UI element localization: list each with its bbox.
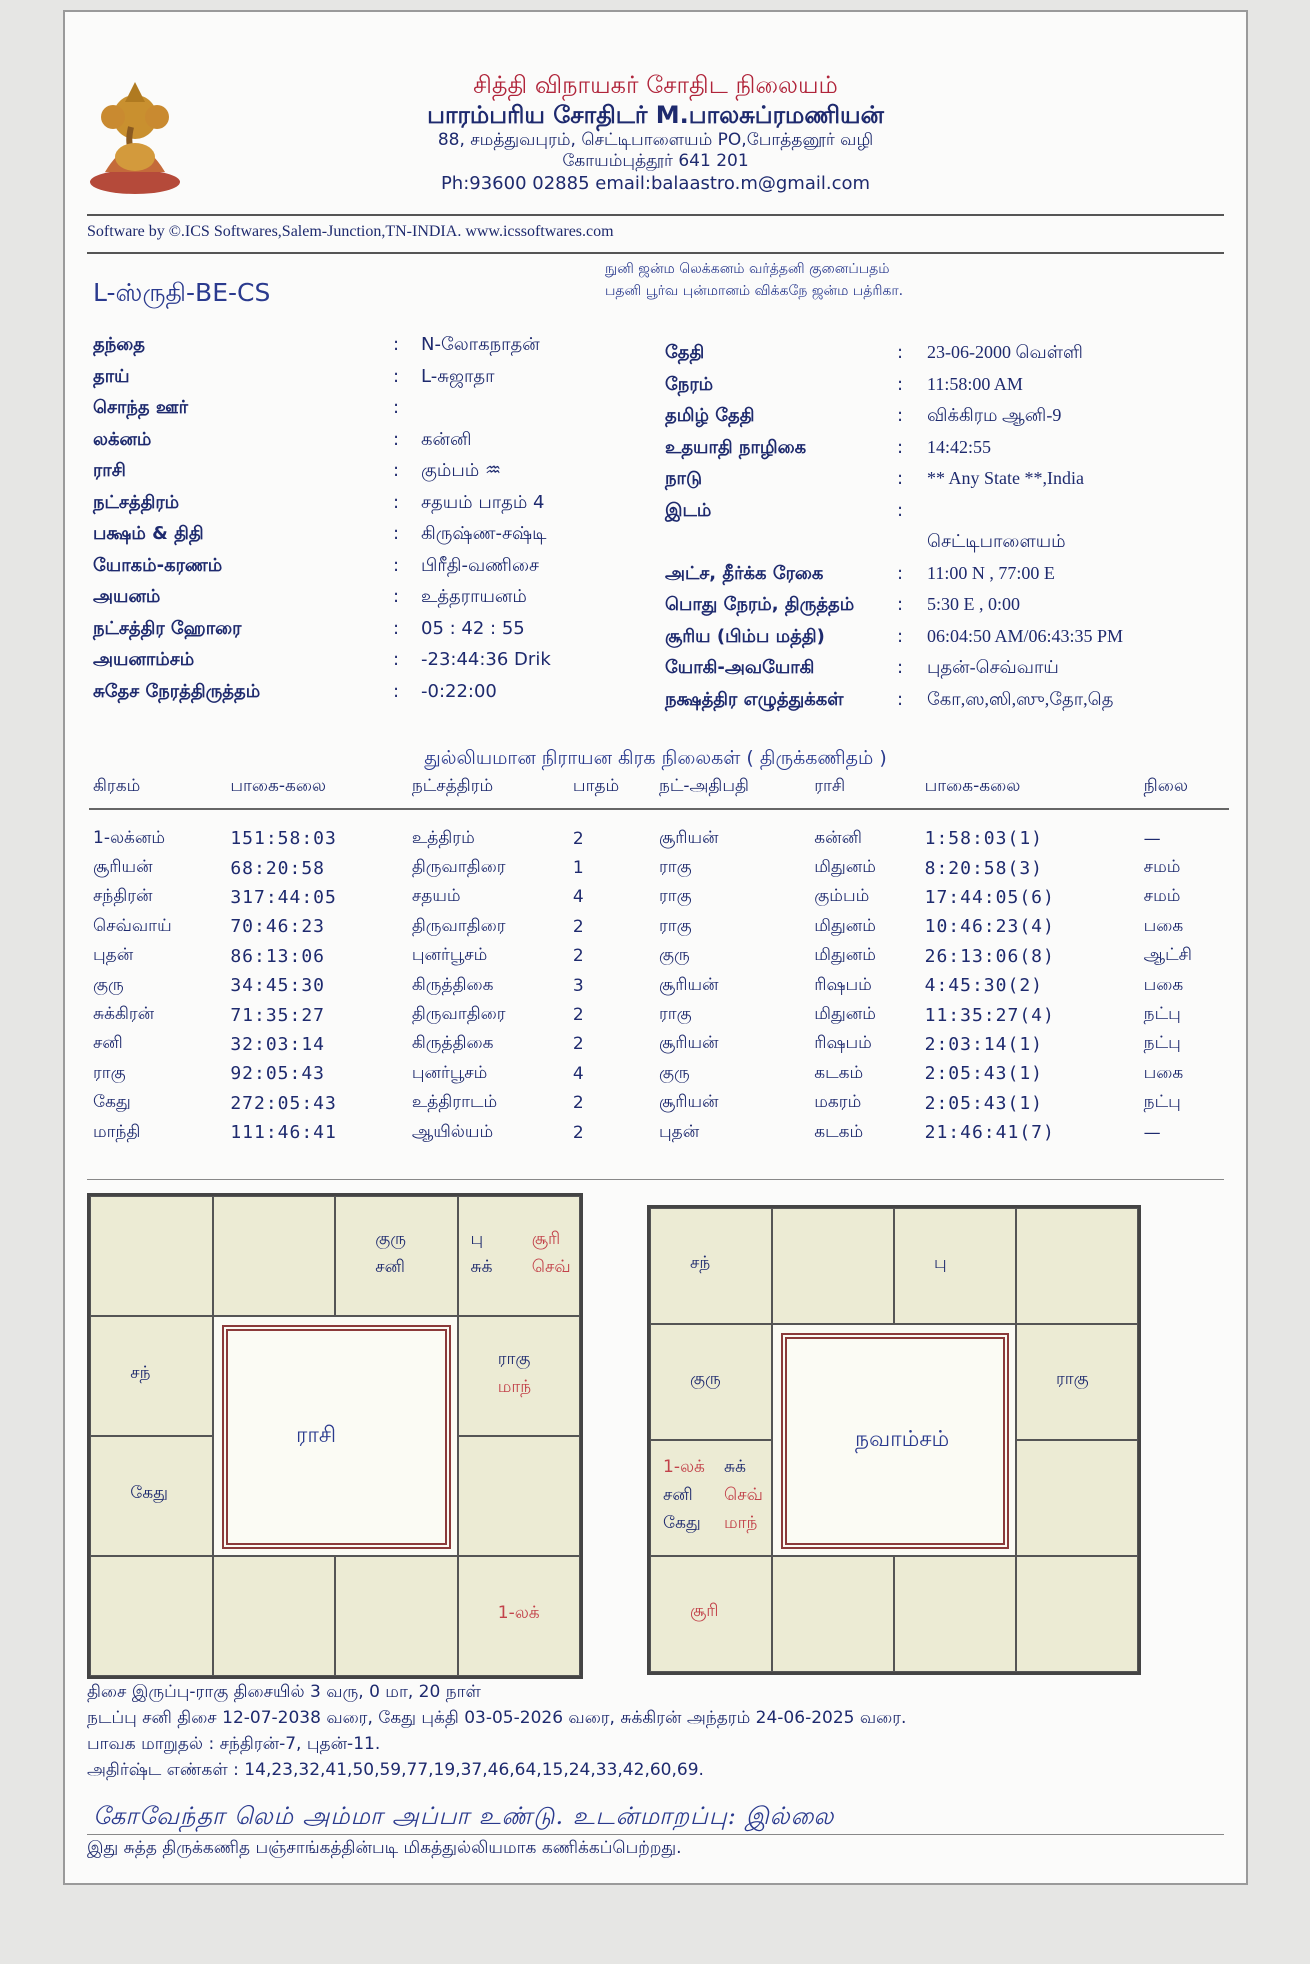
column-header: நட்-அதிபதி	[655, 770, 810, 809]
planet-table-title: துல்லியமான நிராயன கிரக நிலைகள் ( திருக்கணிதம் )	[424, 747, 887, 769]
table-cell: 21:46:41(7)	[924, 1122, 1055, 1144]
planet-label: குரு	[375, 1229, 407, 1249]
info-label: சொந்த ஊர்	[93, 397, 188, 418]
chart-house	[90, 1556, 213, 1676]
info-label: நேரம்	[665, 373, 714, 395]
info-row	[665, 342, 1245, 374]
table-cell: 2	[572, 1122, 584, 1143]
planet-label: குரு	[690, 1369, 721, 1389]
table-cell: 71:35:27	[230, 1004, 326, 1026]
planet-label: சுக்	[724, 1457, 746, 1477]
info-row	[93, 523, 563, 555]
table-cell: 2	[572, 916, 584, 937]
table-cell: 2:05:43(1)	[924, 1063, 1043, 1085]
planet-label: சந்	[690, 1253, 711, 1273]
table-cell: —	[1143, 828, 1161, 849]
column-header: கிரகம்	[89, 770, 226, 809]
table-row	[89, 971, 1229, 1000]
table-cell: திருவாதிரை	[411, 915, 506, 936]
info-colon: :	[393, 554, 400, 576]
info-label: நட்சத்திர ஹோரை	[93, 617, 242, 639]
info-colon: :	[897, 468, 904, 489]
planet-label: செவ்	[531, 1257, 571, 1277]
table-cell: சந்திரன்	[93, 886, 153, 907]
table-cell: மிதுனம்	[814, 945, 876, 966]
info-value: 06:04:50 AM/06:43:35 PM	[927, 625, 1124, 646]
info-label: ராசி	[93, 460, 126, 481]
table-cell: ஆயில்யம்	[411, 1121, 494, 1142]
table-cell: 2	[572, 1005, 584, 1026]
info-value: ** Any State **,India	[927, 468, 1084, 488]
table-cell: ஆட்சி	[1143, 945, 1192, 966]
table-cell: கடகம்	[814, 1121, 864, 1142]
chart-house	[458, 1196, 581, 1316]
table-cell: 26:13:06(8)	[924, 945, 1055, 967]
info-value: புதன்-செவ்வாய்	[927, 657, 1059, 677]
table-cell: மிதுனம்	[814, 1004, 876, 1025]
chart-center-label: நவாம்சம்	[855, 1427, 950, 1452]
chart-house	[1016, 1440, 1138, 1556]
info-value: 23-06-2000 வெள்ளி	[927, 342, 1083, 362]
table-cell: சூரியன்	[658, 974, 719, 995]
table-cell: 68:20:58	[230, 857, 326, 879]
table-cell: உத்திராடம்	[411, 1092, 498, 1113]
birth-details-right	[665, 342, 1245, 722]
info-colon: :	[393, 365, 400, 387]
info-colon: :	[897, 373, 904, 395]
info-value: விக்கிரம ஆனி-9	[927, 405, 1062, 425]
planet-label: சூரி	[690, 1601, 719, 1621]
bhava-change: பாவக மாறுதல் : சந்திரன்-7, புதன்-11.	[87, 1734, 381, 1754]
chart-center	[213, 1316, 458, 1556]
planet-label: சனி	[375, 1257, 405, 1277]
chart-house	[1016, 1324, 1138, 1440]
info-row	[665, 437, 1245, 469]
table-cell: திருவாதிரை	[411, 857, 506, 878]
chart-house	[335, 1556, 458, 1676]
table-cell: —	[1143, 1122, 1161, 1143]
table-cell: சமம்	[1143, 857, 1181, 878]
table-cell: நட்பு	[1143, 1033, 1181, 1054]
chart-house	[90, 1196, 213, 1316]
info-colon: :	[897, 405, 904, 426]
table-cell: 317:44:05	[230, 886, 337, 908]
info-row	[93, 460, 563, 492]
info-value: கும்பம் ♒	[421, 460, 502, 481]
info-value: கோ,ஸ,ஸி,ஸு,தோ,தெ	[927, 688, 1114, 709]
chart-house	[90, 1436, 213, 1556]
chart-house	[650, 1440, 772, 1556]
info-row	[93, 681, 563, 713]
info-colon: :	[897, 688, 904, 710]
planet-label: சுக்	[470, 1257, 493, 1277]
planet-label: பு	[470, 1229, 484, 1249]
divider	[87, 1179, 1224, 1180]
info-colon: :	[393, 334, 400, 355]
table-cell: ரிஷபம்	[814, 1033, 872, 1054]
table-cell: ராகு	[658, 857, 692, 878]
table-cell: கும்பம்	[814, 886, 870, 907]
info-value: கன்னி	[421, 428, 472, 450]
planet-label: மாந்	[497, 1377, 532, 1397]
info-label: உதயாதி நாழிகை	[665, 436, 807, 458]
table-cell: 2	[572, 946, 584, 967]
handwritten-note: கோவேந்தா லெம் அம்மா அப்பா உண்டு. உடன்மாறப்பு: இல்லை	[93, 1802, 835, 1830]
table-cell: 4	[572, 1063, 584, 1084]
table-cell: 4:45:30(2)	[924, 975, 1043, 997]
table-cell: திருவாதிரை	[411, 1004, 506, 1025]
rasi-chart	[87, 1193, 583, 1679]
table-cell: பகை	[1143, 1062, 1184, 1083]
table-cell: 86:13:06	[230, 945, 326, 967]
table-row	[89, 883, 1229, 912]
info-row	[665, 531, 1245, 563]
table-cell: 111:46:41	[230, 1122, 337, 1144]
planet-label: செவ்	[724, 1485, 763, 1505]
column-header: நட்சத்திரம்	[408, 770, 569, 809]
info-row	[665, 500, 1245, 532]
chart-house	[894, 1208, 1016, 1324]
chart-house	[1016, 1208, 1138, 1324]
info-colon: :	[393, 586, 400, 607]
table-cell: சதயம்	[411, 886, 461, 907]
chart-house	[772, 1556, 894, 1672]
table-cell: மகரம்	[814, 1092, 862, 1113]
planet-label: சந்	[130, 1363, 151, 1383]
info-value: -0:22:00	[421, 680, 497, 702]
table-cell: கன்னி	[814, 827, 862, 848]
column-header: பாகை-கலை	[921, 770, 1140, 809]
table-cell: நட்பு	[1143, 1004, 1181, 1025]
table-cell: 1	[572, 858, 584, 879]
info-row	[665, 594, 1245, 626]
table-cell: பகை	[1143, 915, 1184, 936]
table-cell: ரிஷபம்	[814, 974, 872, 995]
chart-house	[772, 1208, 894, 1324]
table-row	[89, 1118, 1229, 1147]
info-colon: :	[897, 657, 904, 678]
table-cell: பகை	[1143, 974, 1184, 995]
info-value: 05 : 42 : 55	[421, 617, 525, 639]
info-value: கிருஷ்ண-சஷ்டி	[421, 523, 547, 544]
column-header: நிலை	[1140, 770, 1229, 809]
table-cell: சுக்கிரன்	[93, 1004, 155, 1025]
info-label: இடம்	[665, 499, 712, 521]
info-label: பொது நேரம், திருத்தம்	[665, 594, 855, 615]
table-cell: 2	[572, 828, 584, 849]
table-cell: 272:05:43	[230, 1092, 337, 1114]
table-cell: சூரியன்	[93, 857, 153, 878]
table-cell: கிருத்திகை	[411, 974, 494, 995]
info-value: 5:30 E , 0:00	[927, 594, 1020, 614]
planet-label: ராகு	[497, 1349, 531, 1369]
info-row	[93, 366, 563, 398]
table-cell: கிருத்திகை	[411, 1033, 494, 1054]
info-label: தமிழ் தேதி	[665, 405, 755, 426]
chart-center-label: ராசி	[296, 1423, 337, 1448]
info-label: தாய்	[93, 365, 130, 387]
chart-house	[335, 1196, 458, 1316]
info-row	[93, 618, 563, 650]
table-cell: சூரியன்	[658, 1092, 719, 1113]
info-colon: :	[393, 491, 400, 513]
table-cell: 2:05:43(1)	[924, 1092, 1043, 1114]
table-cell: 4	[572, 887, 584, 908]
info-value: சதயம் பாதம் 4	[421, 491, 545, 513]
table-cell: 92:05:43	[230, 1063, 326, 1085]
table-cell: மிதுனம்	[814, 915, 876, 936]
info-label: லக்னம்	[93, 428, 152, 450]
table-row	[89, 1000, 1229, 1029]
table-cell: நட்பு	[1143, 1092, 1181, 1113]
info-colon: :	[393, 397, 400, 418]
table-cell: 11:35:27(4)	[924, 1004, 1055, 1026]
table-row	[89, 1059, 1229, 1088]
table-cell: 34:45:30	[230, 975, 326, 997]
table-cell: 3	[572, 975, 584, 996]
info-row	[665, 563, 1245, 595]
info-row	[665, 626, 1245, 658]
note-line1: நுனி ஜன்ம லெக்கனம் வர்த்தனி குனைப்பதம்	[605, 261, 890, 277]
table-row	[89, 1089, 1229, 1118]
table-cell: சனி	[93, 1033, 123, 1054]
report-title: L-ஸ்ருதி-BE-CS	[93, 278, 271, 307]
divider	[87, 252, 1224, 254]
table-cell: கேது	[93, 1092, 131, 1113]
info-value: 14:42:55	[927, 436, 992, 457]
table-row	[89, 809, 1229, 853]
info-colon: :	[393, 617, 400, 639]
table-cell: ராகு	[658, 1004, 692, 1025]
table-cell: 1-லக்னம்	[93, 827, 166, 848]
table-cell: 1:58:03(1)	[924, 828, 1043, 850]
info-colon: :	[897, 594, 904, 615]
planet-label: கேது	[130, 1483, 168, 1503]
accuracy-note: இது சுத்த திருக்கணித பஞ்சாங்கத்தின்படி மிகத்துல்லியமாக கணிக்கப்பெற்றது.	[87, 1838, 682, 1858]
info-row	[665, 689, 1245, 721]
chart-house	[213, 1196, 336, 1316]
header-line4: கோயம்புத்தூர் 641 201	[562, 151, 749, 172]
table-cell: புனர்பூசம்	[411, 945, 488, 966]
sanskrit-note	[605, 258, 903, 303]
info-label: நக்ஷத்திர எழுத்துக்கள்	[665, 688, 844, 710]
info-colon: :	[897, 625, 904, 647]
table-row	[89, 853, 1229, 882]
chart-house	[458, 1556, 581, 1676]
table-cell: குரு	[658, 1062, 690, 1083]
planet-label: சனி	[663, 1485, 693, 1505]
info-colon: :	[393, 460, 400, 481]
software-credit: Software by ©.ICS Softwares,Salem-Junction,TN-INDIA. www.icssoftwares.com	[87, 223, 614, 240]
chart-house	[458, 1316, 581, 1436]
chart-house	[894, 1556, 1016, 1672]
horoscope-sheet	[63, 10, 1248, 1885]
divider	[87, 214, 1224, 216]
table-cell: சூரியன்	[658, 1033, 719, 1054]
info-colon: :	[393, 523, 400, 544]
info-colon: :	[897, 562, 904, 584]
info-row	[93, 397, 563, 429]
chart-center	[772, 1324, 1016, 1556]
table-cell: 2	[572, 1034, 584, 1055]
table-cell: சமம்	[1143, 886, 1181, 907]
info-value: 11:58:00 AM	[927, 373, 1023, 394]
chart-house	[458, 1436, 581, 1556]
info-row	[665, 405, 1245, 437]
info-label: அயனாம்சம்	[93, 649, 195, 670]
table-cell: குரு	[658, 945, 690, 966]
table-cell: ராகு	[93, 1062, 126, 1083]
info-colon: :	[393, 428, 400, 450]
info-row	[93, 649, 563, 681]
info-colon: :	[897, 342, 904, 363]
dasa-balance: திசை இருப்பு-ராகு திசையில் 3 வரு, 0 மா, 20 நாள்	[87, 1682, 481, 1702]
info-value: -23:44:36 Drik	[421, 649, 551, 670]
planet-label: 1-லக்	[497, 1603, 540, 1623]
table-cell: மிதுனம்	[814, 857, 876, 878]
table-row	[89, 912, 1229, 941]
table-cell: ராகு	[658, 886, 692, 907]
header-line3: 88, சமத்துவபுரம், செட்டிபாளையம் PO,போத்தனூர் வழி	[437, 130, 874, 150]
table-cell: புதன்	[658, 1121, 700, 1142]
table-header-row	[89, 770, 1229, 809]
table-cell: உத்திரம்	[411, 827, 475, 848]
table-cell: ராகு	[658, 915, 692, 936]
planet-positions-table	[89, 770, 1229, 1147]
info-colon: :	[897, 499, 904, 521]
info-row	[665, 374, 1245, 406]
table-cell: புதன்	[93, 945, 134, 966]
info-label: யோகம்-கரணம்	[93, 554, 223, 576]
info-row	[665, 468, 1245, 500]
header	[65, 70, 1246, 195]
divider	[87, 1834, 1224, 1835]
planet-label: 1-லக்	[663, 1457, 705, 1477]
header-line2: பாரம்பரிய சோதிடர் M.பாலசுப்ரமணியன்	[427, 101, 884, 129]
chart-house	[650, 1324, 772, 1440]
table-cell: குரு	[93, 974, 124, 995]
table-cell: 17:44:05(6)	[924, 886, 1055, 908]
table-cell: 8:20:58(3)	[924, 857, 1043, 879]
table-cell: 151:58:03	[230, 828, 337, 850]
planet-label: ராகு	[1056, 1369, 1089, 1389]
info-label: தந்தை	[93, 334, 146, 355]
info-row	[93, 586, 563, 618]
info-row	[93, 429, 563, 461]
info-row	[93, 334, 563, 366]
info-value: உத்தராயனம்	[421, 586, 527, 607]
info-row	[93, 492, 563, 524]
info-label: சூரிய (பிம்ப மத்தி)	[665, 625, 825, 647]
chart-house	[650, 1556, 772, 1672]
column-header: ராசி	[810, 770, 920, 809]
info-value: பிரீதி-வணிசை	[421, 554, 539, 576]
table-cell: புனர்பூசம்	[411, 1062, 488, 1083]
chart-house	[1016, 1556, 1138, 1672]
table-cell: கடகம்	[814, 1062, 864, 1083]
info-value: L-சுஜாதா	[421, 365, 495, 387]
info-label: நட்சத்திரம்	[93, 491, 180, 513]
info-colon: :	[393, 680, 400, 702]
header-line5: Ph:93600 02885 email:balaastro.m@gmail.com	[440, 172, 871, 194]
info-label: தேதி	[665, 342, 705, 363]
info-label: அட்ச, தீர்க்க ரேகை	[665, 562, 824, 584]
info-label: அயனம்	[93, 586, 161, 607]
info-row	[93, 555, 563, 587]
info-value: செட்டிபாளையம்	[927, 531, 1066, 551]
info-label: நாடு	[665, 468, 703, 489]
chart-house	[650, 1208, 772, 1324]
navamsa-chart	[647, 1205, 1141, 1675]
chart-house	[213, 1556, 336, 1676]
planet-label: சூரி	[531, 1229, 561, 1249]
planet-label: மாந்	[724, 1513, 758, 1533]
info-label: பக்ஷம் & திதி	[93, 523, 204, 544]
planet-label: பு	[934, 1253, 947, 1273]
info-value: 11:00 N , 77:00 E	[927, 562, 1055, 583]
current-dasa: நடப்பு சனி திசை 12-07-2038 வரை, கேது புக்தி 03-05-2026 வரை, சுக்கிரன் அந்தரம் 24-06-2025 வரை.	[87, 1708, 907, 1728]
birth-details-left	[93, 334, 563, 714]
info-colon: :	[897, 436, 904, 458]
info-value: N-லோகநாதன்	[421, 334, 540, 355]
table-cell: சூரியன்	[658, 827, 719, 848]
column-header: பாதம்	[569, 770, 655, 809]
table-cell: 2	[572, 1093, 584, 1114]
planet-label: கேது	[663, 1513, 701, 1533]
table-cell: செவ்வாய்	[93, 915, 172, 936]
column-header: பாகை-கலை	[226, 770, 408, 809]
table-row	[89, 942, 1229, 971]
table-row	[89, 1030, 1229, 1059]
note-line2: பதனி பூர்வ புன்மானம் விக்கநே ஜன்ம பத்ரிகா.	[605, 283, 904, 300]
table-cell: 10:46:23(4)	[924, 916, 1055, 938]
table-cell: 2:03:14(1)	[924, 1033, 1043, 1055]
table-cell: 32:03:14	[230, 1033, 326, 1055]
chart-house	[90, 1316, 213, 1436]
table-cell: 70:46:23	[230, 916, 326, 938]
header-line1: சித்தி விநாயகர் சோதிட நிலையம்	[473, 71, 838, 99]
info-label: சுதேச நேரத்திருத்தம்	[93, 680, 261, 702]
table-cell: மாந்தி	[93, 1121, 141, 1142]
info-colon: :	[393, 649, 400, 670]
lucky-numbers: அதிர்ஷ்ட எண்கள் : 14,23,32,41,50,59,77,19,37,46,64,15,24,33,42,60,69.	[87, 1760, 704, 1780]
info-label: யோகி-அவயோகி	[665, 657, 815, 678]
info-row	[665, 657, 1245, 689]
